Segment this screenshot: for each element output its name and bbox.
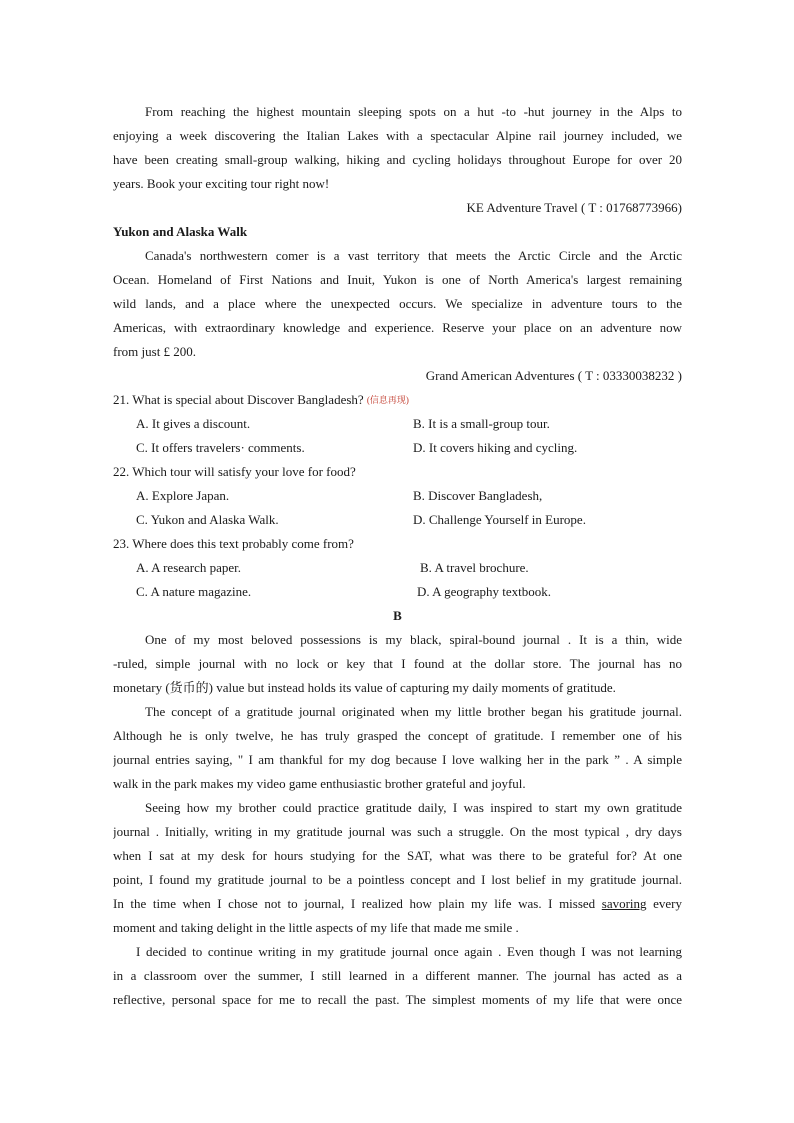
question-22: 22. Which tour will satisfy your love for food? [113, 464, 356, 479]
intro-line: have been creating small-group walking, hiking and cycling holidays throughout Europe for over 20 [113, 152, 682, 167]
question-note: (信息再现) [366, 395, 409, 405]
yukon-line: Americas, with extraordinary knowledge and experience. Reserve your place on an adventure now [113, 320, 682, 335]
intro-line: From reaching the highest mountain sleeping spots on a hut -to -hut journey in the Alps to [145, 104, 682, 119]
q21-option-b: B. It is a small-group tour. [413, 416, 550, 431]
ke-contact: KE Adventure Travel ( T : 01768773966) [466, 200, 682, 215]
q21-option-a: A. It gives a discount. [136, 416, 251, 431]
yukon-line: Ocean. Homeland of First Nations and Inuit, Yukon is one of North America's largest remaining [113, 272, 682, 287]
b-p3-text: In the time when I chose not to journal, I realized how plain my life was. I missed [113, 896, 596, 911]
b-p4-line: I decided to continue writing in my gratitude journal once again . Even though I was not learning [136, 944, 682, 959]
b-p3-text-tail: every [646, 896, 682, 911]
underlined-word: savoring [601, 896, 647, 911]
b-p1-line: One of my most beloved possessions is my black, spiral-bound journal . It is a thin, wide [145, 632, 682, 647]
b-p3-line: journal . Initially, writing in my gratitude journal was such a struggle. On the most typical , dry days [113, 824, 682, 839]
q23-option-d: D. A geography textbook. [417, 584, 551, 599]
q22-option-c: C. Yukon and Alaska Walk. [136, 512, 279, 527]
intro-line: enjoying a week discovering the Italian Lakes with a spectacular Alpine rail journey included, we [113, 128, 682, 143]
b-p3-line: Seeing how my brother could practice gratitude daily, I was inspired to start my own gratitude [145, 800, 682, 815]
b-p2-line: walk in the park makes my video game enthusiastic brother grateful and joyful. [113, 776, 526, 791]
b-p1-line: -ruled, simple journal with no lock or key that I found at the dollar store. The journal has no [113, 656, 682, 671]
b-p1-line: monetary (货币的) value but instead holds its value of capturing my daily moments of gratitude. [113, 680, 616, 695]
grand-american-contact: Grand American Adventures ( T : 03330038232 ) [425, 368, 682, 383]
b-p3-line: moment and taking delight in the little aspects of my life that made me smile . [113, 920, 519, 935]
q22-option-d: D. Challenge Yourself in Europe. [413, 512, 586, 527]
q21-option-c: C. It offers travelers· comments. [136, 440, 305, 455]
b-p3-line: when I sat at my desk for hours studying for the SAT, what was there to be grateful for? At one [113, 848, 682, 863]
q23-option-a: A. A research paper. [136, 560, 242, 575]
yukon-line: from just £ 200. [113, 344, 197, 359]
yukon-line: wild lands, and a place where the unexpected occurs. We specialize in adventure tours to the [113, 296, 682, 311]
b-p2-line: Although he is only twelve, he has truly grasped the concept of gratitude. I remember one of his [113, 728, 682, 743]
question-stem: 21. What is special about Discover Bangladesh? [113, 392, 364, 407]
b-p4-line: in a classroom over the summer, I still learned in a different manner. The journal has acted as a [113, 968, 682, 983]
yukon-title: Yukon and Alaska Walk [113, 224, 248, 239]
intro-line: years. Book your exciting tour right now! [113, 176, 330, 191]
b-p2-line: journal entries saying, " I am thankful for my dog because I love walking her in the park ” . A simple [113, 752, 682, 767]
yukon-line: Canada's northwestern comer is a vast territory that meets the Arctic Circle and the Arctic [145, 248, 682, 263]
q22-option-b: B. Discover Bangladesh, [413, 488, 543, 503]
b-p3-line: point, I found my gratitude journal to be a pointless concept and I lost belief in my gratitude journal. [113, 872, 682, 887]
b-p2-line: The concept of a gratitude journal originated when my little brother began his gratitude journal. [145, 704, 682, 719]
q23-option-b: B. A travel brochure. [420, 560, 529, 575]
section-b-label: B [393, 608, 402, 623]
b-p4-line: reflective, personal space for me to recall the past. The simplest moments of my life that were once [113, 992, 682, 1007]
question-23: 23. Where does this text probably come from? [113, 536, 354, 551]
q23-option-c: C. A nature magazine. [136, 584, 252, 599]
q21-option-d: D. It covers hiking and cycling. [413, 440, 578, 455]
question-21 [113, 388, 682, 412]
b-p3-line-savoring [113, 892, 682, 916]
q22-option-a: A. Explore Japan. [136, 488, 230, 503]
